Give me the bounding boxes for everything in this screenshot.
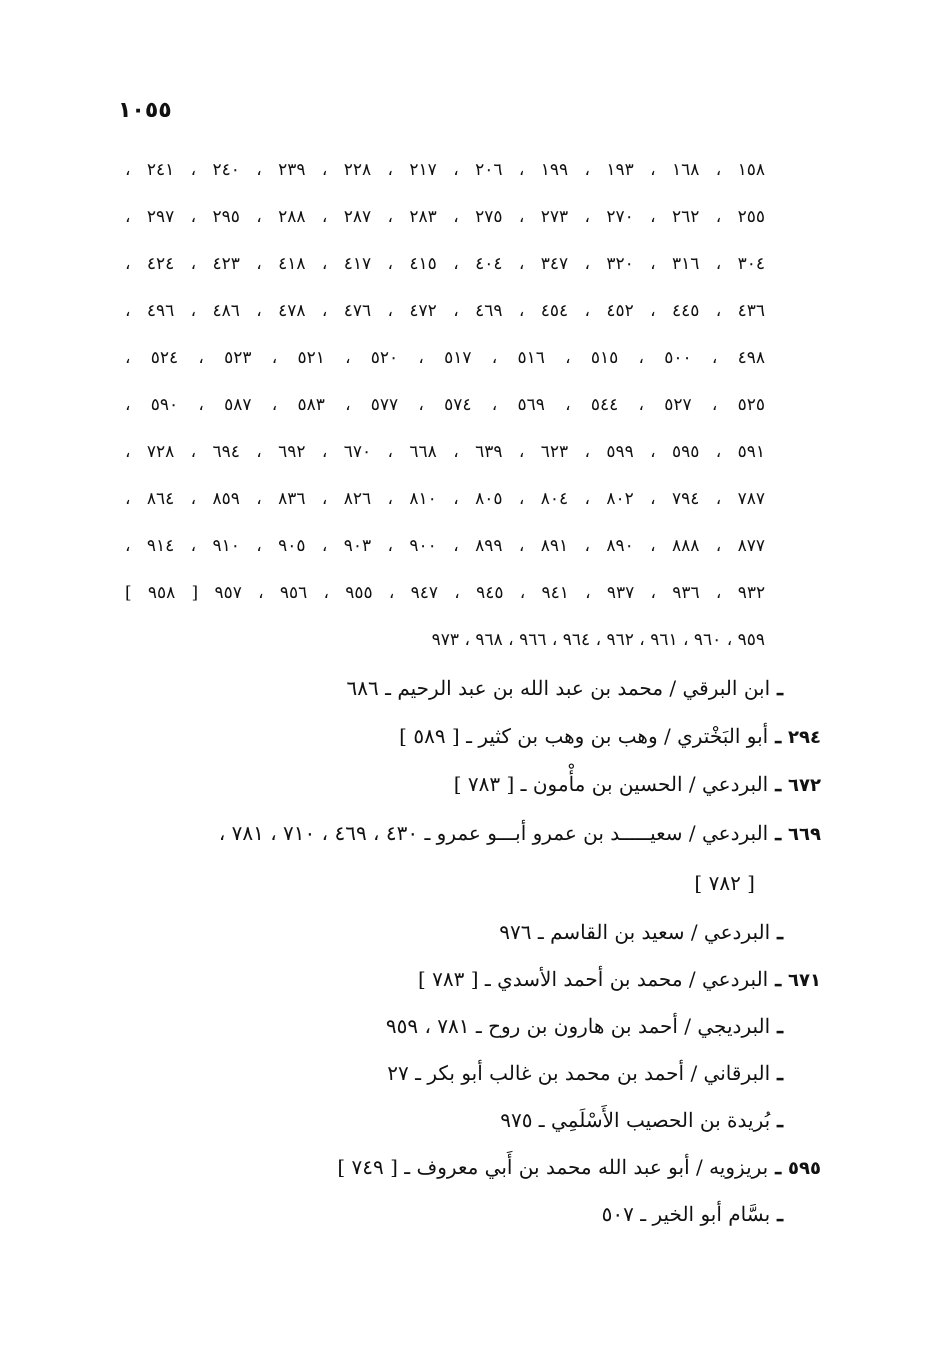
entry-text: البردعي / الحسين بن مأْمون ـ [ ٧٨٣ ] [453, 772, 769, 796]
index-entry [386, 1006, 783, 1048]
entry-dash: ـ [770, 676, 783, 700]
entry-dash: ـ [768, 772, 789, 796]
entry-text: البردعي / سعيـــــد بن عمرو أبـــو عمرو ـ ٤٣٠ ، ٤٦٩ ، ٧١٠ ، ٧٨١ ، [218, 821, 769, 845]
entry-text: البرديجي / أحمد بن هارون بن روح ـ ٧٨١ ، ٩٥٩ [385, 1014, 771, 1038]
entry-dash: ـ [768, 967, 789, 991]
index-entry [219, 813, 821, 855]
entry-dash: ـ [770, 1061, 783, 1085]
index-entry [500, 1100, 783, 1142]
index-entry [387, 1053, 783, 1095]
entry-dash: ـ [770, 1014, 783, 1038]
entry-dash: ـ [768, 724, 789, 748]
reference-line: ٨٧٧ ، ٨٨٨ ، ٨٩٠ ، ٨٩١ ، ٨٩٩ ، ٩٠٠ ، ٩٠٣ ، ٩٠٥ ، ٩١٠ ، ٩١٤ ، [125, 536, 766, 556]
reference-line: ٣٠٤ ، ٣١٦ ، ٣٢٠ ، ٣٤٧ ، ٤٠٤ ، ٤١٥ ، ٤١٧ ، ٤١٨ ، ٤٢٣ ، ٤٢٤ ، [125, 254, 766, 274]
index-entry-continuation [694, 863, 755, 903]
entry-text: البردعي / محمد بن أحمد الأسدي ـ [ ٧٨٣ ] [418, 967, 769, 991]
index-entry [337, 1147, 821, 1189]
entry-text: البرقاني / أحمد بن محمد بن غالب أبو بكر ـ ٢٧ [387, 1061, 771, 1085]
index-entry [399, 716, 821, 758]
entry-dash: ـ [770, 920, 783, 944]
page-number: ١٠٥٥ [118, 98, 172, 123]
reference-line: ٢٥٥ ، ٢٦٢ ، ٢٧٠ ، ٢٧٣ ، ٢٧٥ ، ٢٨٣ ، ٢٨٧ ، ٢٨٨ ، ٢٩٥ ، ٢٩٧ ، [125, 207, 766, 227]
entry-text: بسَّام أبو الخير ـ ٥٠٧ [601, 1202, 771, 1226]
index-entry [347, 668, 783, 710]
reference-line: ٥٢٥ ، ٥٢٧ ، ٥٤٤ ، ٥٦٩ ، ٥٧٤ ، ٥٧٧ ، ٥٨٣ ، ٥٨٧ ، ٥٩٠ ، [125, 395, 765, 415]
entry-text: أبو البَخْتري / وهب بن وهب بن كثير ـ [ ٥٨٩ ] [399, 724, 769, 748]
entry-text: البردعي / سعيد بن القاسم ـ ٩٧٦ [499, 920, 771, 944]
reference-line: ٩٥٩ ، ٩٦٠ ، ٩٦١ ، ٩٦٢ ، ٩٦٤ ، ٩٦٦ ، ٩٦٨ ، ٩٧٣ [431, 630, 765, 650]
entry-number: ٦٧١ [788, 970, 821, 991]
reference-line: ٧٨٧ ، ٧٩٤ ، ٨٠٢ ، ٨٠٤ ، ٨٠٥ ، ٨١٠ ، ٨٢٦ ، ٨٣٦ ، ٨٥٩ ، ٨٦٤ ، [125, 489, 766, 509]
entry-number: ٦٦٩ [788, 824, 821, 845]
reference-line: ٤٣٦ ، ٤٤٥ ، ٤٥٢ ، ٤٥٤ ، ٤٦٩ ، ٤٧٢ ، ٤٧٦ ، ٤٧٨ ، ٤٨٦ ، ٤٩٦ ، [125, 301, 766, 321]
reference-line: ٩٣٢ ، ٩٣٦ ، ٩٣٧ ، ٩٤١ ، ٩٤٥ ، ٩٤٧ ، ٩٥٥ ، ٩٥٦ ، ٩٥٧ [ ٩٥٨ ] [125, 583, 766, 603]
reference-line: ١٥٨ ، ١٦٨ ، ١٩٣ ، ١٩٩ ، ٢٠٦ ، ٢١٧ ، ٢٢٨ ، ٢٣٩ ، ٢٤٠ ، ٢٤١ ، [125, 160, 766, 180]
entry-number: ٢٩٤ [788, 727, 821, 748]
reference-line: ٤٩٨ ، ٥٠٠ ، ٥١٥ ، ٥١٦ ، ٥١٧ ، ٥٢٠ ، ٥٢١ ، ٥٢٣ ، ٥٢٤ ، [125, 348, 765, 368]
entry-dash: ـ [770, 1202, 783, 1226]
entry-dash: ـ [768, 1155, 789, 1179]
entry-text: [ ٧٨٢ ] [694, 871, 755, 895]
index-entry [418, 959, 821, 1001]
entry-dash: ـ [770, 1108, 783, 1132]
index-entry [454, 764, 821, 806]
reference-line: ٥٩١ ، ٥٩٥ ، ٥٩٩ ، ٦٢٣ ، ٦٣٩ ، ٦٦٨ ، ٦٧٠ ، ٦٩٢ ، ٦٩٤ ، ٧٢٨ ، [125, 442, 766, 462]
entry-text: ابن البرقي / محمد بن عبد الله بن عبد الرحيم ـ ٦٨٦ [346, 676, 771, 700]
entry-dash: ـ [768, 821, 789, 845]
index-entry [602, 1194, 783, 1236]
entry-text: بُريدة بن الحصيب الأَسْلَمِي ـ ٩٧٥ [500, 1108, 771, 1132]
index-entry [499, 912, 783, 954]
entry-number: ٥٩٥ [788, 1158, 821, 1179]
entry-number: ٦٧٢ [788, 775, 821, 796]
entry-text: بريزويه / أبو عبد الله محمد بن أَبي معروف ـ [ ٧٤٩ ] [337, 1155, 769, 1179]
